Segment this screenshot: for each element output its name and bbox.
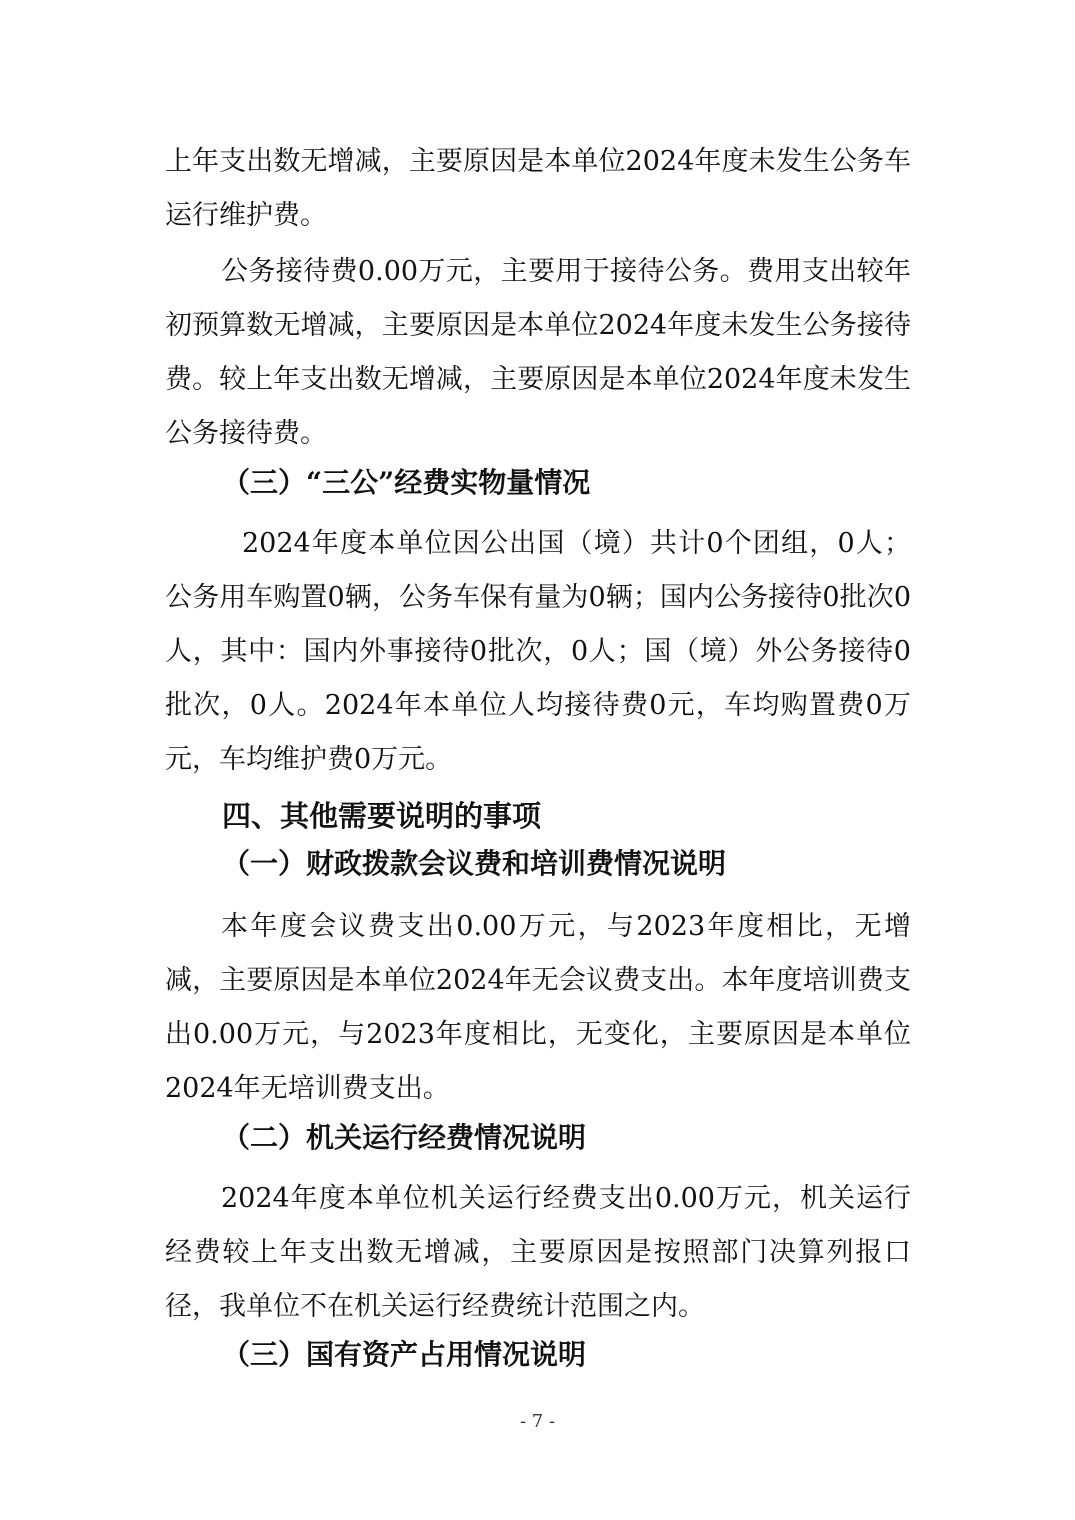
heading-operating-expenses: （二）机关运行经费情况说明 bbox=[222, 1121, 587, 1154]
paragraph-vehicle-maintenance bbox=[165, 135, 911, 243]
paragraph-reception-fee bbox=[165, 245, 911, 461]
paragraph-text: 公务接待费0.00万元，主要用于接待公务。费用支出较年初预算数无增减，主要原因是本单位2024年度未发生公务接待费。较上年支出数无增减，主要原因是本单位2024年度未发生公务接待费。 bbox=[165, 256, 911, 449]
paragraph-text: 上年支出数无增减，主要原因是本单位2024年度未发生公务车运行维护费。 bbox=[165, 146, 911, 231]
paragraph-text: 2024年度本单位机关运行经费支出0.00万元，机关运行经费较上年支出数无增减，主要原因是按照部门决算列报口径，我单位不在机关运行经费统计范围之内。 bbox=[165, 1183, 911, 1322]
page-number: - 7 - bbox=[519, 1411, 556, 1432]
heading-san-gong-physical: （三）“三公”经费实物量情况 bbox=[222, 466, 591, 499]
heading-state-assets: （三）国有资产占用情况说明 bbox=[222, 1338, 587, 1371]
paragraph-text: 2024年度本单位因公出国（境）共计0个团组，0人；公务用车购置0辆，公务车保有量为0辆；国内公务接待0批次0人，其中：国内外事接待0批次，0人；国（境）外公务接待0批次，0人。2024年本单位人均接待费0元，车均购置费0万元，车均维护费0万元。 bbox=[165, 528, 911, 775]
paragraph-physical-quantity bbox=[165, 517, 911, 787]
paragraph-meeting-training bbox=[165, 900, 911, 1116]
heading-meeting-training: （一）财政拨款会议费和培训费情况说明 bbox=[222, 847, 727, 880]
paragraph-operating-expenses bbox=[165, 1172, 911, 1334]
paragraph-text: 本年度会议费支出0.00万元，与2023年度相比，无增减，主要原因是本单位2024年无会议费支出。本年度培训费支出0.00万元，与2023年度相比，无变化，主要原因是本单位2024年无培训费支出。 bbox=[165, 911, 911, 1104]
heading-section-four: 四、其他需要说明的事项 bbox=[222, 799, 542, 833]
